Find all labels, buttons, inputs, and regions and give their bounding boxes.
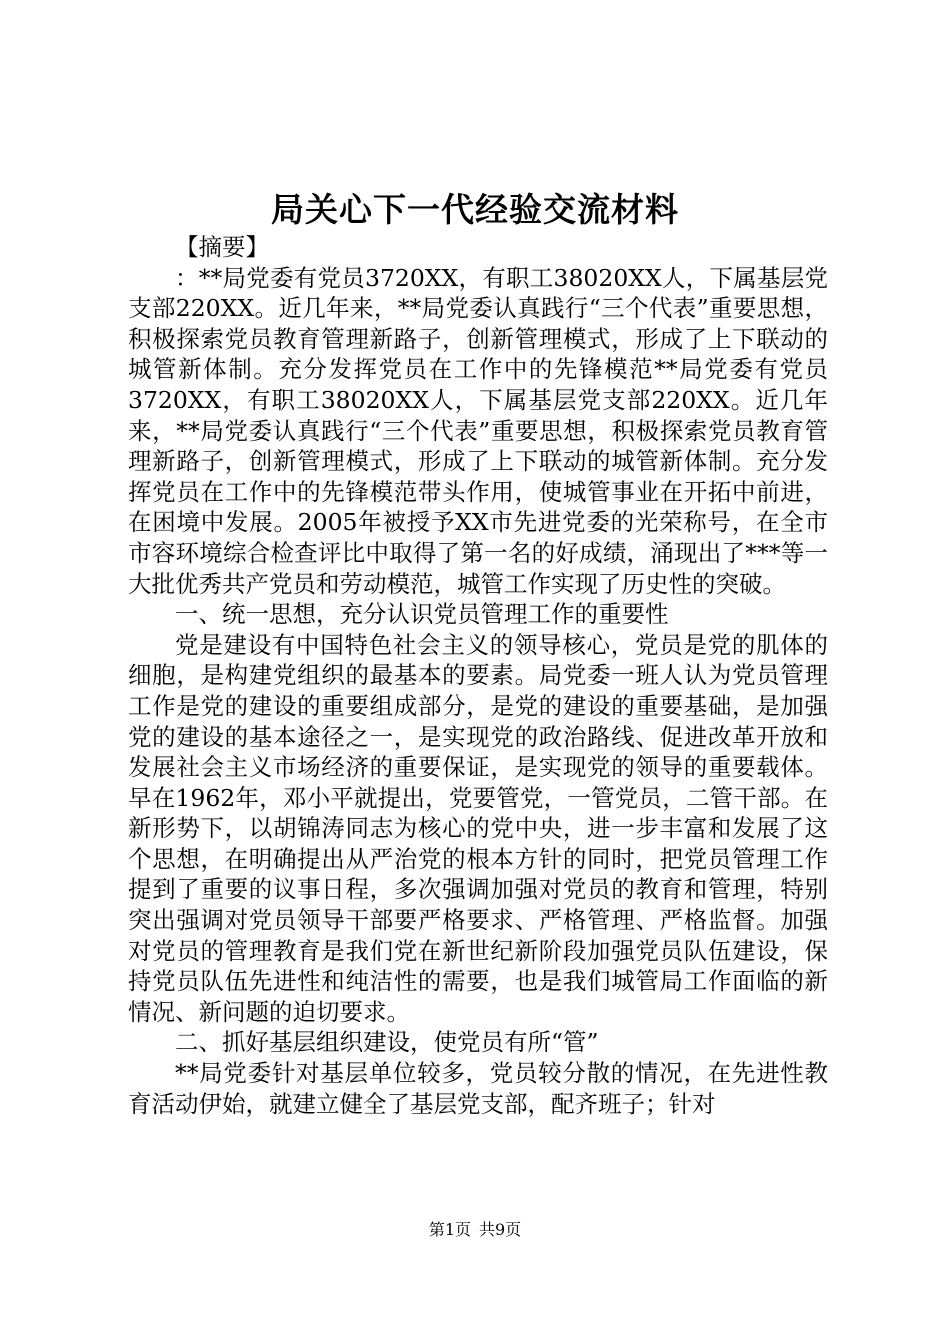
abstract-paragraph: ：**局党委有党员3720XX，有职工38020XX人，下属基层党支部220XX。近几年来，**局党委认真践行“三个代表”重要思想，积极探索党员教育管理新路子，创新管理模式，形成了上下联动的城管新体制。充分发挥党员在工作中的先锋模范**局党委有党员3720XX，有职工38020XX人，下属基层党支部220XX。近几年来，**局党委认真践行“三个代表”重要思想，积极探索党员教育管理新路子，创新管理模式，形成了上下联动的城管新体制。充分发挥党员在工作中的先锋模范带头作用，使城管事业在开拓中前进，在困境中发展。2005年被授予XX市先进党委的光荣称号，在全市市容环境综合检查评比中取得了第一名的好成绩，涌现出了***等一大批优秀共产党员和劳动模范，城管工作实现了历史性的突破。 bbox=[128, 263, 828, 598]
page-total: 共9页 bbox=[479, 1220, 522, 1239]
page-number: 第1页 bbox=[428, 1220, 471, 1239]
section-heading-2: 二、抓好基层组织建设，使党员有所“管” bbox=[175, 1028, 599, 1057]
section-paragraph-2: **局党委针对基层单位较多，党员较分散的情况，在先进性教育活动伊始，就建立健全了基层党支部，配齐班子；针对 bbox=[128, 1059, 828, 1118]
page-footer bbox=[0, 1220, 950, 1240]
document-body bbox=[128, 232, 828, 1119]
document-title: 局关心下一代经验交流材料 bbox=[271, 190, 679, 229]
section-paragraph-1: 党是建设有中国特色社会主义的领导核心，党员是党的肌体的细胞，是构建党组织的最基本的要素。局党委一班人认为党员管理工作是党的建设的重要组成部分，是党的建设的重要基础，是加强党的建设的基本途径之一，是实现党的政治路线、促进改革开放和发展社会主义市场经济的重要保证，是实现党的领导的重要载体。早在1962年，邓小平就提出，党要管党，一管党员，二管干部。在新形势下，以胡锦涛同志为核心的党中央，进一步丰富和发展了这个思想，在明确提出从严治党的根本方针的同时，把党员管理工作提到了重要的议事日程，多次强调加强对党员的教育和管理，特别突出强调对党员领导干部要严格要求、严格管理、严格监督。加强对党员的管理教育是我们党在新世纪新阶段加强党员队伍建设，保持党员队伍先进性和纯洁性的需要，也是我们城管局工作面临的新情况、新问题的迫切要求。 bbox=[128, 630, 828, 1026]
abstract-heading: 【摘要】 bbox=[175, 233, 269, 261]
section-heading-1: 一、统一思想，充分认识党员管理工作的重要性 bbox=[175, 600, 669, 629]
